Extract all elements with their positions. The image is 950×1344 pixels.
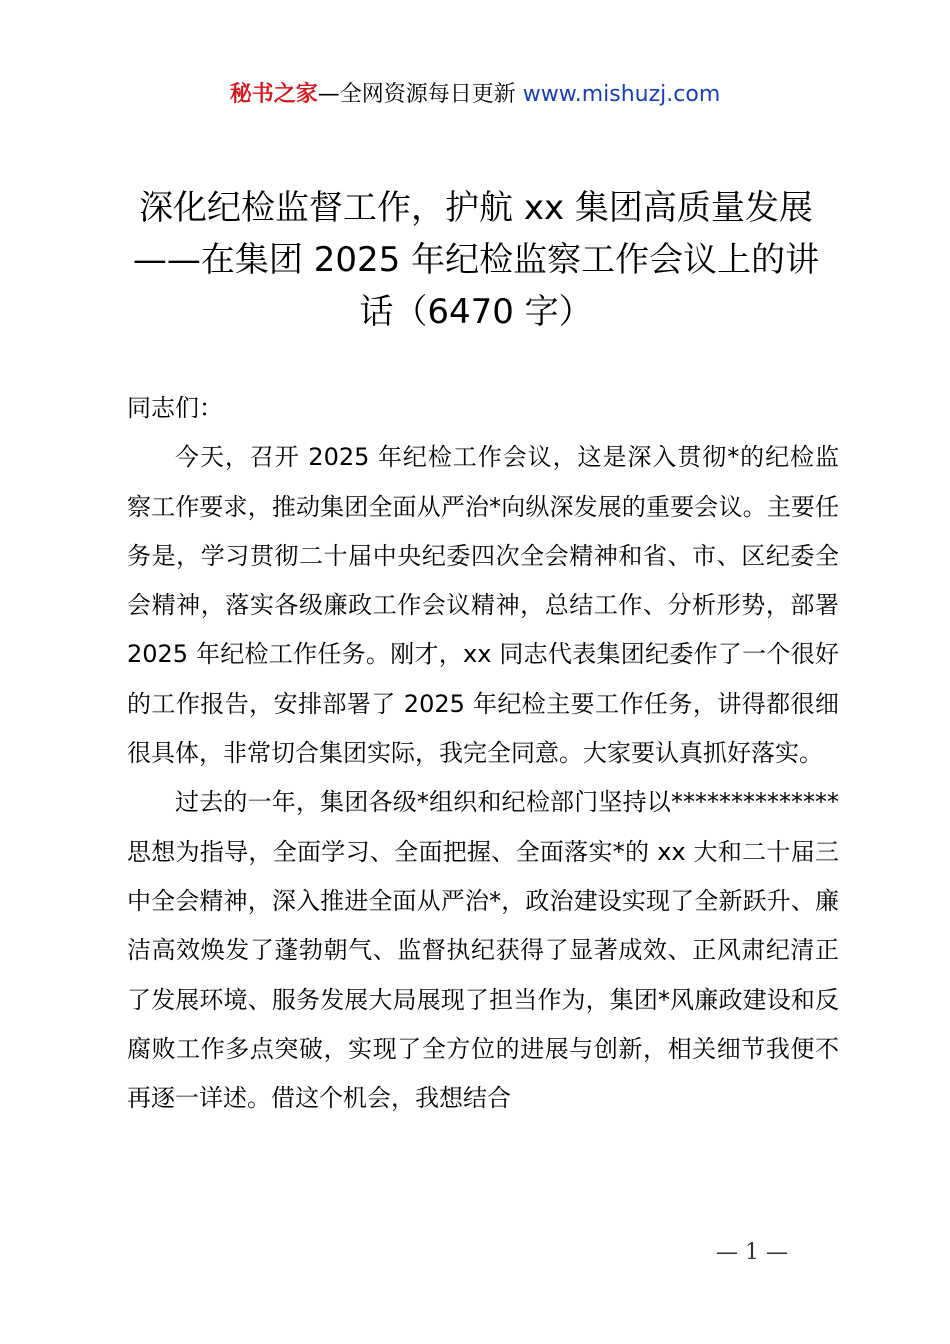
site-url-link[interactable]: www.mishuzj.com [522,82,721,107]
salutation: 同志们： [127,394,223,422]
paragraph-2: 过去的一年，集团各级*组织和纪检部门坚持以**************思想为指导，全面学习、全面把握、全面落实*的 xx 大和二十届三中全会精神，深入推进全面从严治*，政治建设实现了全新跃升、廉洁高效焕发了蓬勃朝气、监督执纪获得了显著成效、正风肃纪清正了发展环境、服务发展大局展现了担当作为，集团*风廉政建设和反腐败工作多点突破，实现了全方位的进展与创新，相关细节我便不再逐一详述。借这个机会，我想结合 [127,788,839,1113]
header-tagline: —全网资源每日更新 [317,82,516,107]
document-title [120,182,832,338]
site-header [0,80,950,110]
title-line-1: 深化纪检监督工作，护航 xx 集团高质量发展 [139,188,813,228]
paragraph-1: 今天，召开 2025 年纪检工作会议，这是深入贯彻*的纪检监察工作要求，推动集团全面从严治*向纵深发展的重要会议。主要任务是，学习贯彻二十届中央纪委四次全会精神和省、市、区纪委全会精神，落实各级廉政工作会议精神，总结工作、分析形势，部署 2025 年纪检工作任务。刚才，xx 同志代表集团纪委作了一个很好的工作报告，安排部署了 2025 年纪检主要工作任务，讲得都很细很具体，非常切合集团实际，我完全同意。大家要认真抓好落实。 [127,443,839,768]
brand-name: 秘书之家 [229,82,318,107]
page-number: — 1 — [716,1240,788,1265]
title-line-2: ——在集团 2025 年纪检监察工作会议上的讲话（6470 字） [132,240,820,332]
document-body [127,384,839,1123]
